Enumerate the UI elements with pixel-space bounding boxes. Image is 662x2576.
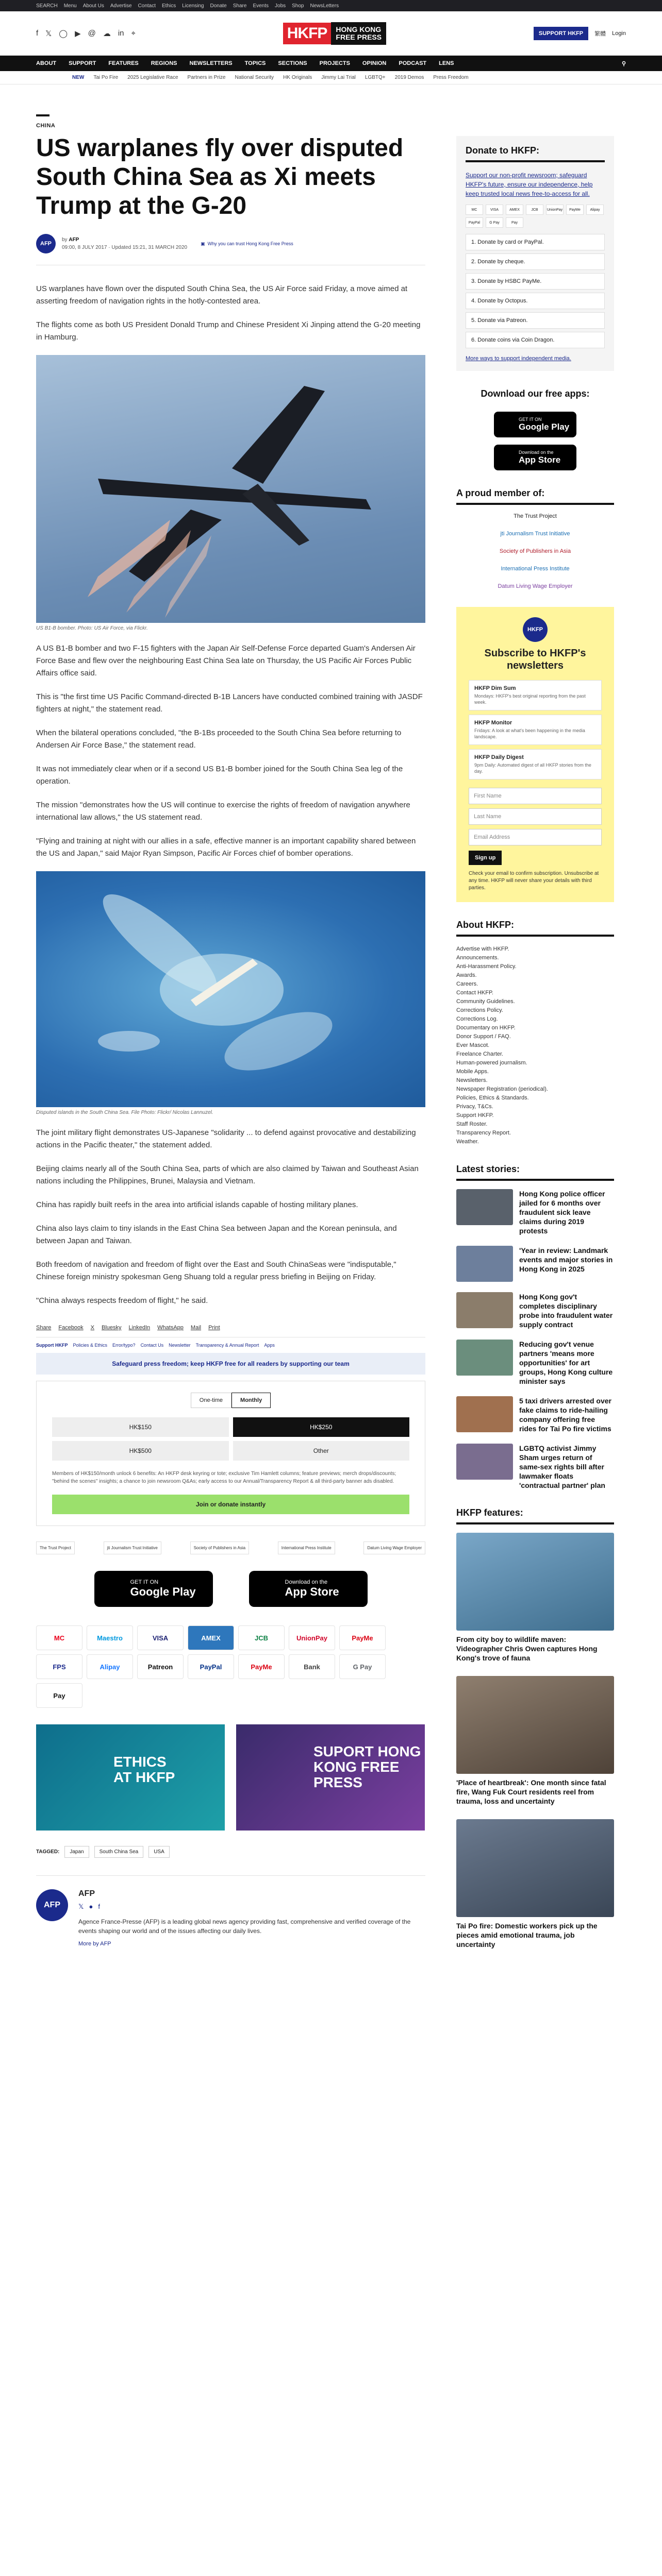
feature-story[interactable] xyxy=(456,1819,614,1949)
nav-item[interactable]: TOPICS xyxy=(244,60,266,66)
policy-link[interactable]: Transparency & Annual Report xyxy=(195,1343,259,1348)
article-paragraph: China has rapidly built reefs in the area into artificial islands capable of hosting military planes. xyxy=(36,1200,358,1209)
payment-logo[interactable]: UnionPay xyxy=(546,205,564,215)
app-store-button[interactable] xyxy=(249,1571,368,1607)
about-link[interactable]: Corrections Log. xyxy=(456,1016,498,1022)
topbar-item[interactable]: SEARCH xyxy=(36,3,58,9)
newsletter-desc: Mondays: HKFP's best original reporting from the past week. xyxy=(474,693,586,705)
author-box xyxy=(36,1875,425,1947)
islands-illustration xyxy=(36,871,425,1107)
payment-logo[interactable]: AMEX xyxy=(506,205,523,215)
membership-benefits: Members of HK$150/month unlock 6 benefits: An HKFP desk keyring or tote; exclusive Tim Hamlett columns; feature previews; merch drops/discounts; "behind the scenes" insights; a chance to join newsroom Q&As; early access to our Annual/Transparency Report & all third-party banner ads disabled. xyxy=(52,1471,396,1484)
nav-item[interactable]: PROJECTS xyxy=(319,60,350,66)
newsletter-note: Check your email to confirm subscription. Unsubscribe at any time. HKFP will never share your details with third parties. xyxy=(469,871,599,891)
article-paragraph: It was not immediately clear when or if a second US B1-B bomber joined for the South China Sea leg of the operation. xyxy=(36,765,403,786)
newsletter-name: HKFP Monitor xyxy=(474,720,512,726)
article-tags xyxy=(36,1846,425,1858)
bluesky-icon[interactable]: ☁ xyxy=(103,29,111,38)
article-paragraph: The flights come as both US President Donald Trump and Chinese President Xi Jinping attend the G-20 meeting in Hamburg. xyxy=(36,320,421,342)
about-link[interactable]: Weather. xyxy=(456,1139,479,1145)
nav-item[interactable]: SUPPORT xyxy=(69,60,96,66)
payment-logo[interactable]: Patreon xyxy=(137,1654,184,1679)
share-bar xyxy=(36,1318,425,1337)
feature-image xyxy=(456,1676,614,1774)
story-title: Reducing gov't venue partners 'means more opportunities' for art groups, Hong Kong culture minister says xyxy=(519,1340,613,1385)
nav-item[interactable]: PODCAST xyxy=(399,60,427,66)
policy-link[interactable]: Error/typo? xyxy=(112,1343,136,1348)
story-thumbnail xyxy=(456,1340,513,1376)
newsletter-desc: 9pm Daily: Automated digest of all HKFP stories from the day. xyxy=(474,762,591,774)
feature-story[interactable] xyxy=(456,1676,614,1806)
article-paragraph: US warplanes have flown over the disputed South China Sea, the US Air Force said Friday, a move aimed at asserting freedom of navigation rights in the hotly-contested area. xyxy=(36,284,408,306)
about-link[interactable]: Freelance Charter. xyxy=(456,1051,504,1057)
author-social xyxy=(78,1903,425,1911)
about-link[interactable]: Contact HKFP. xyxy=(456,990,493,996)
nav-item[interactable]: LENS xyxy=(439,60,454,66)
article-dates: 09:00, 8 JULY 2017 · Updated 15:21, 31 MARCH 2020 xyxy=(62,245,188,250)
social-links xyxy=(36,29,136,38)
payment-logo[interactable]: Maestro xyxy=(87,1625,133,1650)
author-box-name[interactable]: AFP xyxy=(78,1889,95,1898)
feature-image xyxy=(456,1533,614,1631)
ethics-promo[interactable] xyxy=(36,1724,225,1831)
rss-icon[interactable]: ⌖ xyxy=(131,28,136,38)
donate-option[interactable]: 6. Donate coins via Coin Dragon. xyxy=(466,332,605,348)
partner-logo[interactable]: Society of Publishers in Asia xyxy=(499,548,571,554)
south-china-sea-image xyxy=(36,871,425,1107)
topbar-item[interactable]: Donate xyxy=(210,3,227,9)
support-button[interactable]: SUPPORT HKFP xyxy=(534,27,588,40)
about-link[interactable]: Newsletters. xyxy=(456,1077,488,1083)
story-thumbnail xyxy=(456,1246,513,1282)
about-link[interactable]: Policies, Ethics & Standards. xyxy=(456,1095,529,1101)
subnav-item[interactable]: LGBTQ+ xyxy=(365,75,386,80)
byline xyxy=(36,234,425,265)
policy-link[interactable]: Newsletter xyxy=(169,1343,191,1348)
partner-logo[interactable]: jti Journalism Trust Initiative xyxy=(104,1541,161,1554)
subnav-item[interactable]: Tai Po Fire xyxy=(93,75,119,80)
tag-link[interactable]: Japan xyxy=(64,1846,89,1858)
payment-logo[interactable]: G Pay xyxy=(486,217,503,228)
article-category[interactable]: CHINA xyxy=(36,123,56,129)
amount-option[interactable]: Other xyxy=(233,1441,410,1461)
donate-option[interactable]: 4. Donate by Octopus. xyxy=(466,293,605,309)
share-link[interactable]: LinkedIn xyxy=(128,1325,151,1331)
sidebar-payment-logos xyxy=(466,205,605,228)
newsletter-signup xyxy=(456,607,614,902)
latest-story[interactable] xyxy=(456,1246,614,1282)
bomber-illustration xyxy=(36,355,425,623)
about-link[interactable]: Anti-Harassment Policy. xyxy=(456,963,517,970)
nav-item[interactable]: NEWSLETTERS xyxy=(189,60,233,66)
support-link[interactable]: Support HKFP xyxy=(36,1343,68,1348)
last-name-field[interactable]: Last Name xyxy=(469,808,602,825)
payment-logo[interactable]: MC xyxy=(36,1625,82,1650)
topbar-item[interactable]: Share xyxy=(233,3,247,9)
story-title: 'Year in review: Landmark events and major stories in Hong Kong in 2025 xyxy=(519,1246,613,1273)
feature-title: From city boy to wildlife maven: Videographer Chris Owen captures Hong Kong's trove of fauna xyxy=(456,1635,598,1662)
payment-logo[interactable]: Pay xyxy=(506,217,523,228)
about-link[interactable]: Awards. xyxy=(456,972,477,978)
feature-image xyxy=(456,1819,614,1917)
facebook-icon[interactable]: f xyxy=(98,1903,100,1910)
one-time-tab[interactable]: One-time xyxy=(191,1393,231,1408)
sidebar-heading: About HKFP: xyxy=(456,920,614,937)
signup-button[interactable]: Sign up xyxy=(469,851,502,865)
payment-logo[interactable]: PayPal xyxy=(188,1654,234,1679)
topbar-item[interactable]: Jobs xyxy=(275,3,286,9)
youtube-icon[interactable]: ▶ xyxy=(75,29,81,38)
sub-nav xyxy=(0,71,662,84)
partner-logo[interactable]: International Press Institute xyxy=(501,566,570,572)
about-link[interactable]: Transparency Report. xyxy=(456,1130,511,1136)
article-paragraph: A US B1-B bomber and two F-15 fighters with the Japan Air Self-Defense Force departed Guam's Andersen Air Force Base and flew over the neighbouring East China Sea late on Thursday, the US Pacific Air Forces Public Affairs office said. xyxy=(36,644,416,677)
language-toggle[interactable]: 繁體 xyxy=(594,30,606,37)
google-play-button[interactable] xyxy=(94,1571,213,1607)
donate-box xyxy=(36,1381,425,1526)
site-header xyxy=(0,11,662,56)
author-box-avatar[interactable]: AFP xyxy=(36,1889,68,1921)
newsletter-name: HKFP Dim Sum xyxy=(474,685,516,691)
article-paragraph: Both freedom of navigation and freedom of flight over the East and South ChinaSeas were "indisputable," Chinese foreign ministry spokesman Geng Shuang told a regular press briefing in Beijing on Friday. xyxy=(36,1260,396,1281)
newsletter-option[interactable] xyxy=(469,715,602,745)
store-label: App Store xyxy=(285,1585,339,1598)
newsletter-name: HKFP Daily Digest xyxy=(474,754,524,760)
support-promo[interactable] xyxy=(236,1724,425,1831)
share-link[interactable]: X xyxy=(90,1325,95,1331)
story-title: LGBTQ activist Jimmy Sham urges return of same-sex rights bill after lawmaker floats 'contractual partner' plan xyxy=(519,1444,605,1489)
payment-logo[interactable]: FPS xyxy=(36,1654,82,1679)
feature-title: 'Place of heartbreak': One month since fatal fire, Wang Fuk Court residents reel from trauma, loss and uncertainty xyxy=(456,1778,606,1805)
about-link[interactable]: Human-powered journalism. xyxy=(456,1060,527,1066)
payment-logo[interactable]: VISA xyxy=(486,205,503,215)
store-small-label: GET IT ON xyxy=(519,417,542,422)
payment-logo[interactable]: JCB xyxy=(526,205,543,215)
join-button[interactable]: Join or donate instantly xyxy=(52,1495,409,1514)
donate-option[interactable]: 3. Donate by HSBC PayMe. xyxy=(466,273,605,290)
logo-words: HONG KONG FREE PRESS xyxy=(331,22,386,45)
image-caption: Disputed islands in the South China Sea. File Photo: Flickr/ Nicolas Lannuzel. xyxy=(36,1110,213,1115)
share-link[interactable]: Print xyxy=(208,1325,220,1331)
author-name[interactable]: AFP xyxy=(69,237,79,243)
story-thumbnail xyxy=(456,1396,513,1432)
share-link[interactable]: Facebook xyxy=(58,1325,84,1331)
sidebar-heading: Donate to HKFP: xyxy=(466,145,605,162)
payment-logo[interactable]: VISA xyxy=(137,1625,184,1650)
article-paragraph: This is "the first time US Pacific Command-directed B-1B Lancers have conducted combined training with JASDF fighters at night," the statement read. xyxy=(36,692,423,714)
about-link[interactable]: Donor Support / FAQ. xyxy=(456,1033,511,1040)
subnav-item[interactable]: 2019 Demos xyxy=(394,75,424,80)
donate-option[interactable]: 2. Donate by cheque. xyxy=(466,253,605,270)
payment-logo[interactable]: JCB xyxy=(238,1625,285,1650)
latest-story[interactable] xyxy=(456,1189,614,1235)
trust-icon: ▣ xyxy=(201,241,205,246)
amount-option[interactable]: HK$150 xyxy=(52,1417,229,1437)
topbar-item[interactable]: About Us xyxy=(82,3,104,9)
store-small-label: Download on the xyxy=(519,450,554,455)
article-title: US warplanes fly over disputed South China Sea as Xi meets Trump at the G-20 xyxy=(36,134,404,219)
login-link[interactable]: Login xyxy=(612,30,626,37)
promo-banners xyxy=(36,1724,425,1831)
about-link[interactable]: Advertise with HKFP. xyxy=(456,946,509,952)
subnav-item[interactable]: Jimmy Lai Trial xyxy=(321,75,356,80)
trust-link[interactable] xyxy=(201,241,293,247)
article-paragraph: The mission "demonstrates how the US will continue to exercise the rights of freedom of navigation anywhere international law allows," the US statement read. xyxy=(36,801,410,822)
member-logos xyxy=(456,513,614,589)
sidebar-heading: Latest stories: xyxy=(456,1164,614,1181)
first-name-field[interactable]: First Name xyxy=(469,788,602,804)
about-link[interactable]: Announcements. xyxy=(456,955,499,961)
feature-title: Tai Po fire: Domestic workers pick up the pieces amid emotional trauma, job uncertainty xyxy=(456,1922,598,1948)
website-icon[interactable]: ● xyxy=(89,1903,93,1910)
about-link[interactable]: Newspaper Registration (periodical). xyxy=(456,1086,548,1092)
topbar-item[interactable]: Licensing xyxy=(182,3,204,9)
more-by-author[interactable]: More by AFP xyxy=(78,1941,111,1947)
story-title: Hong Kong gov't completes disciplinary probe into fraudulent water supply contract xyxy=(519,1293,613,1329)
policy-link[interactable]: Apps xyxy=(264,1343,275,1348)
partner-logo[interactable]: The Trust Project xyxy=(514,513,557,519)
story-title: 5 taxi drivers arrested over fake claims to ride-hailing company offering free rides for Tai Po fire victims xyxy=(519,1397,611,1433)
payment-logo[interactable]: PayMe xyxy=(238,1654,285,1679)
payment-logo[interactable]: Alipay xyxy=(87,1654,133,1679)
category-rule xyxy=(36,114,49,116)
topbar-item[interactable]: Events xyxy=(253,3,269,9)
policy-link[interactable]: Contact Us xyxy=(140,1343,164,1348)
nav-item[interactable]: ABOUT xyxy=(36,60,57,66)
share-link[interactable]: Bluesky xyxy=(102,1325,122,1331)
x-icon[interactable]: 𝕏 xyxy=(45,29,52,38)
tag-link[interactable]: USA xyxy=(148,1846,170,1858)
story-thumbnail xyxy=(456,1189,513,1225)
payment-logo[interactable]: G Pay xyxy=(339,1654,386,1679)
by-prefix: by xyxy=(62,237,68,243)
article-paragraph: China also lays claim to tiny islands in the East China Sea between Japan and the Korean peninsula, and between Japan and Taiwan. xyxy=(36,1224,397,1245)
topbar-item[interactable]: Menu xyxy=(63,3,77,9)
nav-item[interactable]: FEATURES xyxy=(108,60,139,66)
article-paragraph: Beijing claims nearly all of the South China Sea, parts of which are also claimed by Taiwan and Southeast Asian nations including the Philippines, Brunei, Malaysia and Vietnam. xyxy=(36,1164,419,1185)
sidebar-heading: Download our free apps: xyxy=(481,388,590,399)
topbar-item[interactable]: NewsLetters xyxy=(310,3,339,9)
app-store-button[interactable] xyxy=(494,445,576,470)
store-label: App Store xyxy=(519,455,561,465)
store-label: Google Play xyxy=(130,1585,196,1598)
new-label: NEW xyxy=(72,75,85,80)
main-nav xyxy=(0,56,662,71)
threads-icon[interactable]: @ xyxy=(88,28,96,38)
search-icon[interactable]: ⚲ xyxy=(621,60,626,67)
about-link[interactable]: Careers. xyxy=(456,981,478,987)
about-link[interactable]: Mobile Apps. xyxy=(456,1069,489,1075)
payment-logo[interactable]: Bank xyxy=(289,1654,335,1679)
amount-grid xyxy=(52,1417,409,1461)
about-list xyxy=(456,945,614,1146)
payment-logo[interactable]: AMEX xyxy=(188,1625,234,1650)
article-paragraph: "China always respects freedom of flight," he said. xyxy=(36,1296,208,1305)
subnav-item[interactable]: 2025 Legislative Race xyxy=(127,75,178,80)
story-thumbnail xyxy=(456,1292,513,1328)
nav-item[interactable]: REGIONS xyxy=(151,60,177,66)
article-paragraph: "Flying and training at night with our allies in a safe, effective manner is an important capability shared between the US and Japan," said Major Ryan Simpson, Pacific Air Forces chief of bomber operations. xyxy=(36,837,416,858)
article-paragraph: The joint military flight demonstrates US-Japanese "solidarity ... to defend against provocative and destabilizing actions in the Pacific theater," the statement added. xyxy=(36,1128,416,1149)
more-ways-link[interactable]: More ways to support independent media. xyxy=(466,355,571,362)
email-field[interactable]: Email Address xyxy=(469,829,602,845)
newsletter-title: Subscribe to HKFP's newsletters xyxy=(484,648,586,671)
partner-logo[interactable]: Society of Publishers in Asia xyxy=(190,1541,250,1554)
amount-option-selected[interactable]: HK$250 xyxy=(233,1417,410,1437)
about-link[interactable]: Documentary on HKFP. xyxy=(456,1025,516,1031)
donate-option[interactable]: 1. Donate by card or PayPal. xyxy=(466,234,605,250)
payment-logo[interactable]: PayMe xyxy=(339,1625,386,1650)
author-avatar[interactable]: AFP xyxy=(36,234,56,253)
latest-story[interactable] xyxy=(456,1340,614,1386)
story-title: Hong Kong police officer jailed for 6 months over fraudulent sick leave claims during 2019 protests xyxy=(519,1190,605,1235)
sidebar-donate xyxy=(456,136,614,371)
b1b-bomber-image xyxy=(36,355,425,623)
about-link[interactable]: Ever Mascot. xyxy=(456,1042,490,1048)
topbar-item[interactable]: Ethics xyxy=(162,3,176,9)
about-link[interactable]: Support HKFP. xyxy=(456,1112,494,1118)
tags-label: TAGGED: xyxy=(36,1849,60,1855)
payment-logo[interactable]: PayPal xyxy=(466,217,483,228)
share-link[interactable]: Mail xyxy=(190,1325,202,1331)
donate-intro[interactable]: Support our non-profit newsroom; safeguard HKFP's future, ensure our independence, help keep trusted local news free-to-access for all. xyxy=(466,172,593,197)
about-link[interactable]: Community Guidelines. xyxy=(456,998,515,1005)
partner-logo[interactable]: International Press Institute xyxy=(278,1541,335,1554)
donate-banner[interactable]: Safeguard press freedom; keep HKFP free for all readers by supporting our team xyxy=(36,1353,425,1375)
policy-link[interactable]: Policies & Ethics xyxy=(73,1343,108,1348)
google-play-button[interactable] xyxy=(494,412,576,437)
payment-logo[interactable]: MC xyxy=(466,205,483,215)
about-link[interactable]: Staff Roster. xyxy=(456,1121,488,1127)
store-label: Google Play xyxy=(519,422,570,432)
sidebar-heading: A proud member of: xyxy=(456,488,614,505)
amount-option[interactable]: HK$500 xyxy=(52,1441,229,1461)
author-bio: Agence France-Presse (AFP) is a leading global news agency providing fast, comprehensive and verified coverage of the events shaping our world and of the issues affecting our daily lives. xyxy=(78,1918,411,1935)
latest-story[interactable] xyxy=(456,1292,614,1329)
partner-logo[interactable]: Datum Living Wage Employer xyxy=(498,583,573,589)
partner-logos xyxy=(36,1541,425,1554)
monthly-tab[interactable]: Monthly xyxy=(231,1393,271,1408)
sidebar xyxy=(456,84,614,1962)
byline-meta xyxy=(62,236,187,251)
facebook-icon[interactable]: f xyxy=(36,28,39,38)
newsletter-option[interactable] xyxy=(469,749,602,779)
topbar-item[interactable]: Contact xyxy=(138,3,156,9)
topbar-item[interactable]: Shop xyxy=(292,3,304,9)
linkedin-icon[interactable]: in xyxy=(118,28,124,38)
latest-story[interactable] xyxy=(456,1444,614,1490)
top-utility-bar xyxy=(0,0,662,11)
site-logo[interactable] xyxy=(283,22,386,45)
nav-item[interactable]: OPINION xyxy=(362,60,387,66)
partner-logo[interactable]: Datum Living Wage Employer xyxy=(363,1541,425,1554)
trust-label: Why you can trust Hong Kong Free Press xyxy=(207,241,293,246)
payment-logo[interactable]: Pay xyxy=(36,1683,82,1708)
story-thumbnail xyxy=(456,1444,513,1480)
about-link[interactable]: Privacy, T&Cs. xyxy=(456,1104,493,1110)
payment-logo[interactable]: PayMe xyxy=(566,205,584,215)
policy-links xyxy=(36,1337,425,1353)
payment-logo[interactable]: Alipay xyxy=(586,205,604,215)
image-caption: US B1-B bomber. Photo: US Air Force, via Flickr. xyxy=(36,625,148,631)
subnav-item[interactable]: Partners in Prize xyxy=(187,75,226,80)
partner-logo[interactable]: The Trust Project xyxy=(36,1541,75,1554)
newsletter-desc: Fridays: A look at what's been happening in the media landscape. xyxy=(474,728,585,739)
donate-option[interactable]: 5. Donate via Patreon. xyxy=(466,312,605,329)
logo-mark: HKFP xyxy=(283,23,332,44)
instagram-icon[interactable]: ◯ xyxy=(59,29,68,38)
feature-story[interactable] xyxy=(456,1533,614,1663)
app-store-buttons xyxy=(36,1571,425,1607)
payment-logo[interactable]: UnionPay xyxy=(289,1625,335,1650)
article-column xyxy=(36,84,425,1962)
newsletter-option[interactable] xyxy=(469,680,602,710)
article-paragraph: When the bilateral operations concluded, "the B-1Bs proceeded to the South China Sea before returning to Andersen Air Force Base," the statement read. xyxy=(36,728,402,750)
promo-title: SUPORT HONG KONG FREE PRESS xyxy=(313,1743,421,1790)
topbar-item[interactable]: Advertise xyxy=(110,3,132,9)
store-small-label: Download on the xyxy=(285,1579,328,1585)
store-small-label: GET IT ON xyxy=(130,1579,159,1585)
latest-story[interactable] xyxy=(456,1396,614,1433)
x-icon[interactable]: 𝕏 xyxy=(78,1903,84,1910)
payment-methods xyxy=(36,1625,425,1708)
promo-title: ETHICS AT HKFP xyxy=(113,1754,175,1785)
about-link[interactable]: Corrections Policy. xyxy=(456,1007,503,1013)
newsletter-badge: HKFP xyxy=(523,617,548,642)
sidebar-heading: HKFP features: xyxy=(456,1507,614,1524)
nav-item[interactable]: SECTIONS xyxy=(278,60,307,66)
partner-logo[interactable]: jti Journalism Trust Initiative xyxy=(500,531,570,537)
frequency-toggle xyxy=(52,1393,409,1408)
subnav-item[interactable]: Press Freedom xyxy=(433,75,469,80)
subnav-item[interactable]: National Security xyxy=(235,75,274,80)
header-actions xyxy=(534,27,626,40)
share-link[interactable]: WhatsApp xyxy=(157,1325,184,1331)
tag-link[interactable]: South China Sea xyxy=(94,1846,144,1858)
subnav-item[interactable]: HK Originals xyxy=(283,75,312,80)
share-link[interactable]: Share xyxy=(36,1325,52,1331)
